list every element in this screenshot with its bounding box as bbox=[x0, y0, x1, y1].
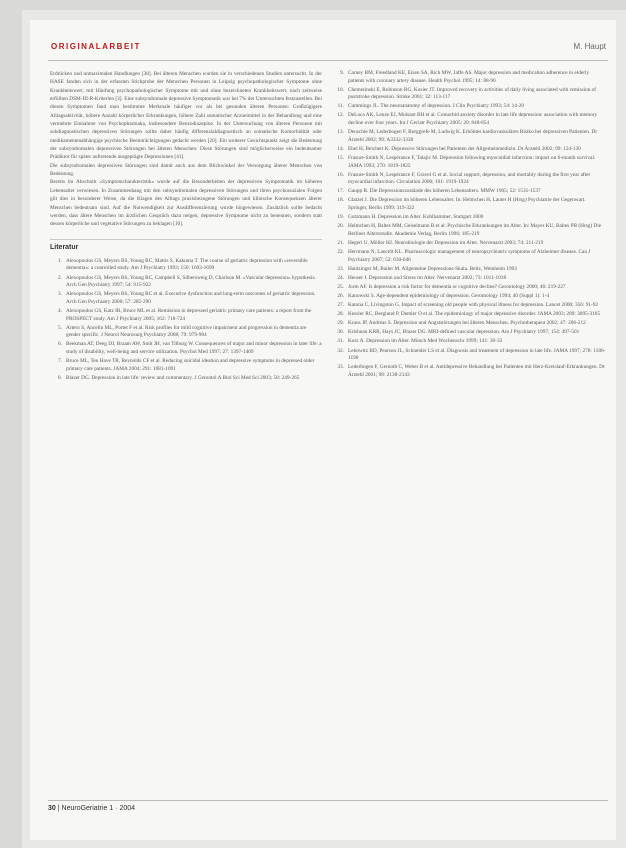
reference-item bbox=[332, 240, 606, 248]
reference-number: 27. bbox=[337, 302, 344, 309]
reference-item bbox=[332, 87, 606, 102]
reference-text: Gutzmann H. Depression im Alter. Kohlhammer, Stuttgart 2000 bbox=[348, 214, 484, 221]
reference-number: 7. bbox=[58, 358, 62, 364]
reference-text: Ebel H, Beichert K. Depressive Störungen bei Patienten der Allgemeinmedizin. Dt Ärztebl 2002; 99: 124-130 bbox=[348, 145, 581, 152]
reference-number: 26. bbox=[337, 292, 344, 299]
reference-number: 17. bbox=[337, 188, 344, 195]
reference-item bbox=[50, 258, 322, 273]
reference-number: 10. bbox=[337, 86, 344, 93]
reference-item bbox=[332, 275, 606, 283]
reference-number: 20. bbox=[337, 223, 344, 230]
reference-item bbox=[332, 146, 606, 154]
reference-item bbox=[332, 197, 606, 212]
reference-number: 12. bbox=[337, 112, 344, 119]
reference-item bbox=[332, 364, 606, 379]
document-page bbox=[30, 20, 616, 840]
reference-number: 1. bbox=[58, 257, 62, 264]
reference-number: 33. bbox=[337, 364, 344, 371]
reference-list-left bbox=[50, 258, 322, 382]
reference-text: Helmchen H, Baltes MM, Geiselmann B et al. Psychische Erkrankungen im Alter. In: Mayer KU, Baltes PB (Hrsg) Die Berliner Altersstudie. Akademie Verlag, Berlin 1996; 185-219 bbox=[348, 223, 602, 237]
reference-item bbox=[332, 223, 606, 238]
page-footer: 30 | NeuroGeriatrie 1 · 2004 bbox=[48, 800, 608, 812]
reference-item bbox=[50, 341, 322, 356]
reference-number: 23. bbox=[337, 265, 344, 272]
reference-number: 19. bbox=[337, 214, 344, 221]
reference-text: Alexopoulos GS, Meyers BS, Young RC et al. Executive dysfunction and long-term outcomes of geriatric depression. Arch Gen Psychiatry 2000; 57: 285-290 bbox=[66, 291, 316, 305]
reference-item bbox=[332, 284, 606, 292]
right-column bbox=[332, 70, 606, 381]
page-header bbox=[48, 30, 608, 61]
reference-item bbox=[332, 348, 606, 363]
reference-text: Alexopoulos GS, Katz IR, Bruce ML et al. Remission in depressed geriatric primary care patients: a report from the PROSPECT study. Am J Psychiatry 2005; 162: 718-724 bbox=[66, 307, 312, 322]
reference-number: 22. bbox=[337, 248, 344, 255]
reference-list-right bbox=[332, 70, 606, 379]
reference-number: 28. bbox=[337, 311, 344, 318]
reference-item bbox=[332, 70, 606, 85]
reference-number: 29. bbox=[337, 320, 344, 327]
reference-item bbox=[50, 275, 322, 290]
reference-text: Krishnan KRR, Hays JC, Blazer DG. MRI-defined vascular depression. Am J Psychiatry 1997; 154: 497-501 bbox=[348, 329, 580, 336]
reference-text: Hautzinger M, Bailer M. Allgemeine Depressions-Skala. Beltz, Weinheim 1993 bbox=[348, 265, 517, 272]
reference-text: Heuser I. Depression und Stress im Alter. Nervenarzt 2002; 73: 1011-1018 bbox=[348, 274, 507, 281]
reference-number: 5. bbox=[58, 324, 62, 331]
reference-item bbox=[332, 266, 606, 274]
reference-item bbox=[332, 188, 606, 196]
left-column bbox=[50, 70, 322, 384]
reference-number: 2. bbox=[58, 274, 62, 281]
reference-number: 3. bbox=[58, 291, 62, 298]
reference-text: Kanowski S. Age-dependent epidemiology of depression. Gerontology 1994; 40 (Suppl 1): 1-4 bbox=[348, 292, 550, 299]
literature-heading: Literatur bbox=[50, 239, 322, 252]
reference-text: Lebowitz BD, Pearson JL, Schneider LS et al. Diagnosis and treatment of depression in late life. JAMA 1997; 278: 1186-1190 bbox=[348, 347, 606, 362]
reference-number: 21. bbox=[337, 239, 344, 246]
reference-text: Lederbogen F, Gernoth C, Weber B et al. Antidepressive Behandlung bei Patienten mit Herz-Kreislauf-Erkrankungen. Dt Ärztebl 2001; 98: 2138-2143 bbox=[348, 364, 605, 378]
reference-text: Alexopoulos GS, Meyers BS, Young RC, Campbell S, Silbersweig D, Charlson M. »Vascular depression« hypothesis. Arch Gen Psychiatry 1997; 54: 915-922 bbox=[66, 274, 316, 289]
body-paragraph-3: Bereits im Abschnitt »Symptomcharakteristik« wurde auf die Besonderheiten der depressiven Symptomatik im höheren Lebensalter verwiesen. In Zusammenhang mit den subsyndromalen depressiven Störungen und ihren psychosozialen Folgen gilt dies in besonderer Weise, da die Klagen des Alltags praxisbezogene Störungen und klinische Konsequenzen älterer Menschen bedeutsam sind. Auf die Notwendigkeit zur Ausdifferenzierung wurde hingewiesen. Zusätzlich sollte bedacht werden, dass ältere Menschen im ärztlichen Gespräch dazu neigen, depressive Symptome nicht zu benennen, sondern statt dessen körperliche und vegetative Störungen zu beklagen [10]. bbox=[50, 179, 322, 228]
reference-item bbox=[332, 338, 606, 346]
reference-text: Glatzel J. Die Depression im höheren Lebensalter. In: Helmchen H, Lauter H (Hrsg) Psychiatrie der Gegenwart. Springer, Berlin 1999; 319-322 bbox=[348, 197, 586, 211]
journal-name: NeuroGeriatrie 1 · 2004 bbox=[61, 805, 136, 812]
reference-number: 14. bbox=[337, 145, 344, 152]
reference-number: 15. bbox=[337, 154, 344, 161]
reference-text: Kessler RC, Berglund P, Demler O et al. The epidemiology of major depressive disorder. JAMA 2003; 289: 3095-3105 bbox=[348, 311, 601, 318]
reference-item bbox=[50, 325, 322, 340]
reference-number: 6. bbox=[58, 341, 62, 348]
reference-text: Bruce ML, Ten Have TR, Reynolds CF et al. Reducing suicidal ideation and depressive symptoms in depressed older primary care patients. JAMA 2004; 291: 1081-1091 bbox=[66, 358, 315, 372]
reference-item bbox=[332, 103, 606, 111]
reference-item bbox=[50, 308, 322, 323]
section-label: ORIGINALARBEIT bbox=[51, 42, 141, 51]
reference-text: Kraus JP, Andreas S. Depression und Angststörungen bei älteren Menschen. Psychotherapeut 2002; 47: 206-212 bbox=[348, 320, 586, 327]
reference-item bbox=[332, 293, 606, 301]
reference-item bbox=[50, 358, 322, 373]
reference-number: 32. bbox=[337, 347, 344, 354]
reference-text: Deuschle M, Lederbogen F, Borggrefe M, Ludwig K. Erhöhtes kardiovaskuläres Risiko bei depressiven Patienten. Dt Ärztebl 2002; 99: A3332-3338 bbox=[348, 129, 597, 143]
body-paragraph-2: Die subsyndromalen depressiven Störungen sind damit auch aus dem Blickwinkel der Versorgung älterer Menschen von Bedeutung. bbox=[50, 162, 322, 178]
reference-text: Blazer DG. Depression in late life: review and commentary. J Gerontol A Biol Sci Med Sci 2003; 58: 249-265 bbox=[66, 374, 300, 381]
reference-number: 4. bbox=[58, 307, 62, 314]
reference-item bbox=[332, 214, 606, 222]
reference-number: 8. bbox=[58, 374, 62, 381]
reference-text: Chemerinski E, Robinson RG, Kosier JT. Improved recovery in activities of daily living associated with remission of poststroke depression. Stroke 2001; 32: 113-117 bbox=[348, 86, 597, 101]
reference-item bbox=[332, 129, 606, 144]
body-paragraph-1: Erdrücken und unmaximalen Handlungen [38]. Bei älteren Menschen wurden sie in verschiedenen Studien untersucht. In der HASE fanden sich in der erfassten Stichprobe der Menschen Personen in Leipzig psychopathologischer Symptome ohne Krankheitswert, mit Häufung psychopathologischer Symptome mit und ohne bezeichneten Krankheitswert, nach zeitweise erfüllten DSM-III-R-Kriterien [3]. Eine subsyndromale depressive Symptomatik war bei 7% der Untersuchten festzustellen. Bei diesen Symptomen fand man bestimmte Merkmale häufiger vor als bei gesunden älteren Personen: Großzügigere Alltagsaktivität, höhere Anzahl körperlicher Erkrankungen, höhere Zahl somatischer Arzneimittel in der Behandlung und eine vermehrte Einnahme von Psychopharmaka, insbesondere Benzodiazepine. In der Untersuchung von älteren Personen mit subdiagnostischen depressiven Störungen sollte daher häufig differenzialdiagnostisch an somatische Komorbidität oder medikamentenabhängige psychische Beeinträchtigungen gedacht werden [20]. Ein weiterer Gesichtspunkt zeigt die Bedeutung der subsyndromalen depressiven Störungen bei älteren Menschen: Diese Störungen sind möglicherweise ein bedeutsamer Prädiktor für später auftretende ausgeprägte Depressionen [41]. bbox=[50, 71, 322, 161]
page-number: 30 bbox=[48, 805, 56, 812]
reference-number: 11. bbox=[337, 103, 344, 110]
reference-text: Katona C, Livingston G. Impact of screening old people with physical illness for depression. Lancet 2000; 356: 91-92 bbox=[348, 302, 599, 309]
reference-number: 16. bbox=[337, 171, 344, 178]
reference-item bbox=[332, 311, 606, 319]
reference-number: 24. bbox=[337, 274, 344, 281]
reference-item bbox=[50, 291, 322, 306]
reference-number: 13. bbox=[337, 129, 344, 136]
reference-text: Kurz A. Depression im Alter. Münch Med Wochenschr 1999; 141: 30-33 bbox=[348, 338, 503, 345]
reference-text: Artero S, Ancelin ML, Portet F et al. Risk profiles for mild cognitive impairment and progression to dementia are gender specific. J Neurol Neurosurg Psychiatry 2008; 79: 979-984 bbox=[66, 324, 307, 339]
reference-text: Frasure-Smith N, Lespérance F, Gravel G et al. Social support, depression, and mortality during the first year after myocardial infarction. Circulation 2000; 101: 1919-1924 bbox=[348, 171, 591, 186]
reference-text: Gaupp R. Die Depressionszustände des höheren Lebensalters. MMW 1905; 52: 1531-1537 bbox=[348, 188, 541, 195]
running-author: M. Haupt bbox=[573, 42, 606, 51]
reference-item bbox=[332, 155, 606, 170]
reference-number: 30. bbox=[337, 329, 344, 336]
reference-text: Beekman AT, Deeg DJ, Braam AW, Smit JH, van Tilburg W. Consequences of major and minor depression in later life: a study of disability, well-being and service utilization. Psychol Med 1997; 27: 1397-1409 bbox=[66, 341, 322, 355]
reference-text: Alexopoulos GS, Meyers BS, Young RC, Mattis S, Kakuma T. The course of geriatric depression with »reversible dementia«: a controlled study. Am J Psychiatry 1993; 150: 1693-1699 bbox=[66, 257, 308, 272]
reference-text: Cummings JL. The neuroanatomy of depression. J Clin Psychiatry 1993; 54: 14-20 bbox=[348, 103, 525, 110]
reference-item bbox=[332, 329, 606, 337]
reference-item bbox=[332, 249, 606, 264]
reference-item bbox=[332, 112, 606, 127]
reference-text: Jorm AF. Is depression a risk factor for dementia or cognitive decline? Gerontology 2000; 46: 219-227 bbox=[348, 283, 566, 290]
reference-item bbox=[50, 375, 322, 383]
reference-item bbox=[332, 320, 606, 328]
reference-text: Hegerl U, Möller HJ. Neurobiologie der Depression im Alter. Nervenarzt 2003; 74: 211-219 bbox=[348, 239, 544, 246]
reference-number: 25. bbox=[337, 283, 344, 290]
reference-number: 18. bbox=[337, 197, 344, 204]
reference-item bbox=[332, 302, 606, 310]
reference-text: Herrmann N, Lanctôt KL. Pharmacologic management of neuropsychiatric symptoms of Alzheimer disease. Can J Psychiatry 2007; 52: 630-646 bbox=[348, 248, 591, 263]
reference-item bbox=[332, 172, 606, 187]
reference-number: 31. bbox=[337, 338, 344, 345]
reference-number: 9. bbox=[340, 70, 344, 76]
reference-text: Carney RM, Freedland KE, Eisen SA, Rich MW, Jaffe AS. Major depression and medication adherence in elderly patients with coronary artery disease. Health Psychol 1995; 14: 88-90 bbox=[348, 70, 590, 84]
reference-text: DeLuca AK, Lenze EJ, Mulsant BH et al. Comorbid anxiety disorder in late life depression: association with memory decline over four years. Int J Geriatr Psychiatry 2005; 20: 848-854 bbox=[348, 112, 598, 127]
reference-text: Frasure-Smith N, Lespérance F, Talajic M. Depression following myocardial infarction: impact on 6-month survival. JAMA 1993; 270: 1819-1825 bbox=[348, 154, 596, 169]
